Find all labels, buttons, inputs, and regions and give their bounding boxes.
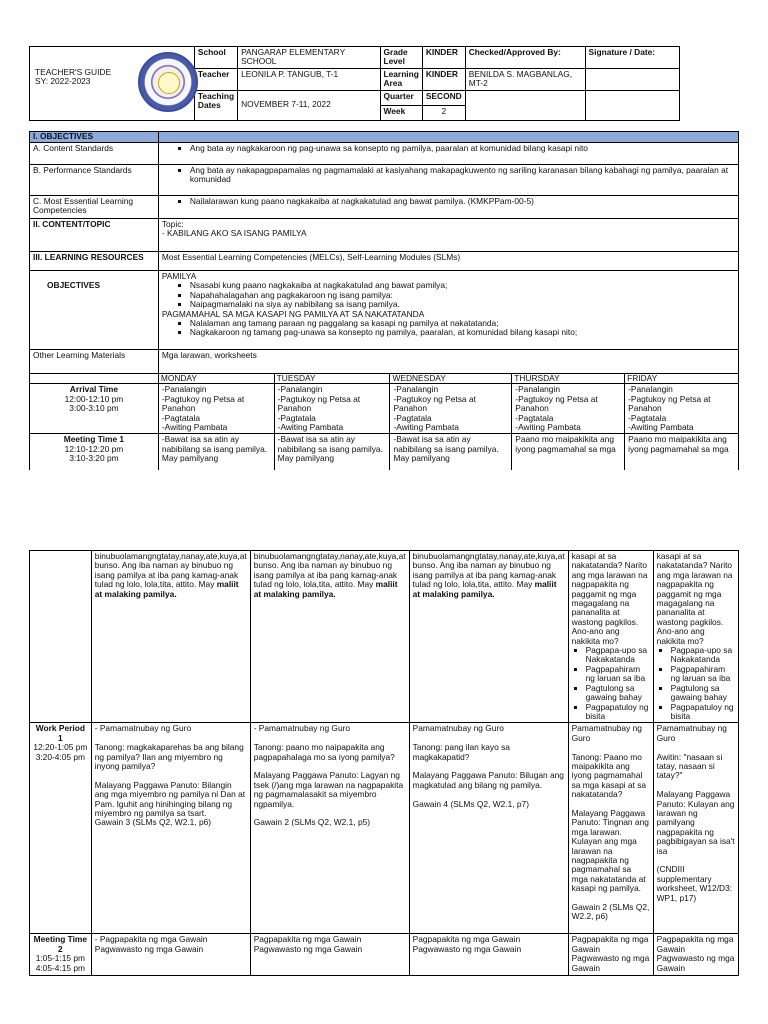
other-materials-value: Mga larawan, worksheets bbox=[158, 350, 738, 374]
melc-value: ▪ Nailalarawan kung paano nagkakaiba at nagkakatulad ang bawat pamilya. (KMKPPam-00-5) bbox=[190, 197, 735, 206]
objectives-group2-item: ▪ Nagkakaroon ng tamang pag-unawa sa konsepto ng pamilya, paaralan, at komunidad bilang kasapi nito; bbox=[190, 328, 735, 337]
arrival-time-1: 12:00-12:10 pm bbox=[64, 393, 124, 404]
arrival-wednesday: -Panalangin -Pagtukoy ng Petsa at Panahon -Pagtatala -Awiting Pambata bbox=[390, 384, 512, 434]
objectives-group2-title: PAGMAMAHAL SA MGA KASAPI NG PAMILYA AT SA NAKATATANDA bbox=[161, 308, 425, 319]
list-item: ▪ Pagpapatuloy ng bisita bbox=[586, 703, 650, 722]
meeting1-cont-wednesday: binubuolamangngtatay,nanay,ate,kuya,at bunso. Ang iba naman ay binubuo ng isang pamilya at iba pang kamag-anak tulad ng lolo, lola,tita, attito. May maliit at malaking pamilya. bbox=[409, 551, 568, 723]
quarter-value: SECOND bbox=[422, 90, 465, 105]
objectives-group1-item: ▪ Naipagmamalaki na siya ay nabibilang sa isang pamilya. bbox=[190, 300, 735, 309]
week-value: 2 bbox=[422, 105, 465, 120]
meeting1-title: Meeting Time 1 bbox=[63, 434, 125, 445]
topic-value: - KABILANG AKO SA ISANG PAMILYA bbox=[161, 228, 307, 239]
meeting2-time-1: 1:05-1:15 pm bbox=[35, 953, 86, 964]
arrival-label-cell bbox=[30, 384, 159, 434]
teacher-label: Teacher bbox=[194, 68, 237, 90]
melc-cell bbox=[158, 196, 738, 219]
signature-empty bbox=[585, 90, 679, 120]
week-label: Week bbox=[380, 105, 422, 120]
objectives-detail-cell bbox=[158, 271, 738, 350]
objectives-group1-title: PAMILYA bbox=[161, 271, 197, 281]
header-table bbox=[29, 46, 680, 121]
meeting2-title: Meeting Time 2 bbox=[33, 934, 88, 954]
day-header-thursday: THURSDAY bbox=[512, 374, 625, 384]
other-materials-label: Other Learning Materials bbox=[30, 350, 159, 374]
work-wednesday: Pamamatnubay ng Guro Tanong: pang ilan kayo sa magkakapatid? Malayang Paggawa Panuto: Bilugan ang magkatulad ang bilang ng pamilya. Gawain 4 (SLMs Q2, W2.1, p7) bbox=[409, 723, 568, 934]
content-topic-cell bbox=[158, 219, 738, 252]
meeting1-cont-monday: binubuolamangngtatay,nanay,ate,kuya,at bunso. Ang iba naman ay binubuo ng isang pamilya at iba pang kamag-anak tulad ng lolo, lola,tita, attito. May maliit at malaking pamilya. bbox=[91, 551, 250, 723]
topic-label: Topic: bbox=[161, 219, 184, 229]
meeting2-tuesday: Pagpapakita ng mga Gawain Pagwawasto ng mga Gawain bbox=[250, 934, 409, 976]
arrival-tuesday: -Panalangin -Pagtukoy ng Petsa at Panahon -Pagtatala -Awiting Pambata bbox=[274, 384, 390, 434]
school-label: School bbox=[194, 47, 237, 69]
meeting2-time-2: 4:05-4:15 pm bbox=[35, 962, 86, 973]
resources-label: III. LEARNING RESOURCES bbox=[30, 252, 159, 271]
arrival-time-2: 3:00-3:10 pm bbox=[69, 403, 119, 414]
performance-standards-label: B. Performance Standards bbox=[30, 165, 159, 196]
content-standards-value: ▪ Ang bata ay nagkakaroon ng pag-unawa sa konsepto ng pamilya, paaralan at komunidad bilang kasapi nito bbox=[190, 144, 735, 153]
meeting1-label-cell bbox=[30, 434, 159, 470]
list-item: ▪ Pagtulong sa gawaing bahay bbox=[671, 684, 735, 703]
checked-label: Checked/Approved By: bbox=[465, 47, 585, 69]
grade-label: Grade Level bbox=[380, 47, 422, 69]
checked-value: BENILDA S. MAGBANLAG, MT-2 bbox=[465, 68, 585, 90]
checked-empty bbox=[465, 90, 585, 120]
day-header-tuesday: TUESDAY bbox=[274, 374, 390, 384]
objectives-heading: I. OBJECTIVES bbox=[30, 132, 159, 143]
deped-seal-icon bbox=[138, 52, 198, 112]
arrival-title: Arrival Time bbox=[69, 384, 119, 395]
dates-value: NOVEMBER 7-11, 2022 bbox=[238, 90, 380, 120]
lesson-plan-table bbox=[29, 131, 739, 470]
meeting1-friday: Paano mo maipakikita ang iyong pagmamahal sa mga bbox=[625, 434, 739, 470]
arrival-thursday: -Panalangin -Pagtukoy ng Petsa at Panahon -Pagtatala -Awiting Pambata bbox=[512, 384, 625, 434]
work-period-time-2: 3:20-4:05 pm bbox=[35, 751, 86, 762]
meeting2-monday: - Pagpapakita ng mga Gawain Pagwawasto ng mga Gawain bbox=[91, 934, 250, 976]
school-year: SY: 2022-2023 bbox=[35, 76, 91, 87]
signature-value bbox=[585, 68, 679, 90]
melc-label: C. Most Essential Learning Competencies bbox=[30, 196, 159, 219]
objectives-group1-item: ▪ Napahahalagahan ang pagkakaroon ng isang pamilya: bbox=[190, 291, 735, 300]
content-standards-label: A. Content Standards bbox=[30, 143, 159, 165]
meeting1-thursday: Paano mo maipakikita ang iyong pagmamahal sa mga bbox=[512, 434, 625, 470]
meeting1-monday: -Bawat isa sa atin ay nabibilang sa isang pamilya. May pamilyang bbox=[158, 434, 274, 470]
objectives-group2-item: ▪ Nalalaman ang tamang paraan ng paggalang sa kasapi ng pamilya at nakatatanda; bbox=[190, 319, 735, 328]
signature-label: Signature / Date: bbox=[585, 47, 679, 69]
days-corner bbox=[30, 374, 159, 384]
day-header-monday: MONDAY bbox=[158, 374, 274, 384]
arrival-friday: -Panalangin -Pagtukoy ng Petsa at Panahon -Pagtatala -Awiting Pambata bbox=[625, 384, 739, 434]
list-item: ▪ Pagpapa-upo sa Nakakatanda bbox=[671, 646, 735, 665]
resources-value: Most Essential Learning Competencies (MELCs), Self-Learning Modules (SLMs) bbox=[158, 252, 738, 271]
performance-standards-cell bbox=[158, 165, 738, 196]
content-standards-cell bbox=[158, 143, 738, 165]
school-value: PANGARAP ELEMENTARY SCHOOL bbox=[238, 47, 380, 69]
quarter-label: Quarter bbox=[380, 90, 422, 105]
meeting1-cont-thursday: kasapi at sa nakatatanda? Narito ang mga larawan na nagpapakita ng paggamit ng mga magagalang na pananalita at wastong pagkilos. Ano-ano ang nakikita mo? ▪ Pagpapa-upo sa Nakakatanda ▪ Pagpapahiram ng laruan sa iba ▪ Pagtulong sa gawaing bahay ▪ Pagpapatuloy ng bisita bbox=[568, 551, 653, 723]
work-tuesday: - Pamamatnubay ng Guro Tanong: paano mo naipapakita ang pagpapahalaga mo sa iyong pamilya? Malayang Paggawa Panuto: Lagyan ng tsek (/)ang mga larawan na nagpapakita ng pagmamalasakit sa miyembro ngpamilya. Gawain 2 (SLMs Q2, W2.1, p5) bbox=[250, 723, 409, 934]
dates-label: Teaching Dates bbox=[194, 90, 237, 120]
area-label: Learning Area bbox=[380, 68, 422, 90]
meeting2-friday: Pagpapakita ng mga Gawain Pagwawasto ng mga Gawain bbox=[653, 934, 738, 976]
meeting1-time-1: 12:10-12:20 pm bbox=[64, 443, 124, 454]
list-item: ▪ Pagpapahiram ng laruan sa iba bbox=[671, 665, 735, 684]
meeting1-tuesday: -Bawat isa sa atin ay nabibilang sa isang pamilya. May pamilyang bbox=[274, 434, 390, 470]
work-period-title: Work Period 1 bbox=[35, 723, 85, 743]
objectives-heading-fill bbox=[158, 132, 738, 143]
arrival-monday: -Panalangin -Pagtukoy ng Petsa at Panahon -Pagtatala -Awiting Pambata bbox=[158, 384, 274, 434]
objectives-group1-item: ▪ Nsasabi kung paano nagkakaiba at nagkakatulad ang bawat pamilya; bbox=[190, 281, 735, 290]
list-item: ▪ Pagtulong sa gawaing bahay bbox=[586, 684, 650, 703]
grade-value: KINDER bbox=[422, 47, 465, 69]
meeting1-cont-friday: kasapi at sa nakatatanda? Narito ang mga larawan na nagpapakita ng paggamit ng mga magagalang na pananalita at wastong pagkilos. Ano-ano ang nakikita mo? ▪ Pagpapa-upo sa Nakakatanda ▪ Pagpapahiram ng laruan sa iba ▪ Pagtulong sa gawaing bahay ▪ Pagpapatuloy ng bisita bbox=[653, 551, 738, 723]
day-header-friday: FRIDAY bbox=[625, 374, 739, 384]
meeting2-label-cell bbox=[30, 934, 92, 976]
list-item: ▪ Pagpapahiram ng laruan sa iba bbox=[586, 665, 650, 684]
teacher-value: LEONILA P. TANGUB, T-1 bbox=[238, 68, 380, 90]
work-period-label-cell bbox=[30, 723, 92, 934]
meeting1-cont-label bbox=[30, 551, 92, 723]
lesson-plan-table-continued bbox=[29, 550, 739, 976]
guide-title: TEACHER'S GUIDE bbox=[35, 67, 112, 77]
meeting2-thursday: Pagpapakita ng mga Gawain Pagwawasto ng mga Gawain bbox=[568, 934, 653, 976]
objectives-detail-label: OBJECTIVES bbox=[30, 271, 159, 350]
performance-standards-value: ▪ Ang bata ay nakapagpapamalas ng pagmamalaki at kasiyahang makapagkuwento ng sariling karanasan bilang kabahagi ng pamilya, paaralan at komunidad bbox=[190, 166, 735, 185]
list-item: ▪ Pagpapatuloy ng bisita bbox=[671, 703, 735, 722]
work-thursday: Pamamatnubay ng Guro Tanong: Paano mo maipakikita ang iyong pagmamahal sa mga kasapi at sa nakatatanda? Malayang Paggawa Panuto: Tingnan ang mga larawan. Kulayan ang mga larawan na nagpapakita ng pagmamahal sa mga nakatatanda at kasapi ng pamilya. Gawain 2 (SLMs Q2, W2.2, p6) bbox=[568, 723, 653, 934]
work-friday: Pamamatnubay ng Guro Awitin: "nasaan si tatay, nasaan si tatay?" Malayang Paggawa Panuto: Kulayan ang larawan ng pamilyang nagpapakita ng pagbibigayan sa isa't isa (CNDIII supplementary worksheet, W12/D3: WP1, p17) bbox=[653, 723, 738, 934]
area-value: KINDER bbox=[422, 68, 465, 90]
work-monday: - Pamamatnubay ng Guro Tanong: magkakaparehas ba ang bilang ng pamilya? Ilan ang miyembro ng inyong pamilya? Malayang Paggawa Panuto: Bilangin ang mga miyembro ng pamilya ni Dan at Pam. Iguhit ang hinihinging bilang ng miyembro ng pamilya sa tsart. Gawain 3 (SLMs Q2, W2.1, p6) bbox=[91, 723, 250, 934]
meeting1-cont-tuesday: binubuolamangngtatay,nanay,ate,kuya,at bunso. Ang iba naman ay binubuo ng isang pamilya at iba pang kamag-anak tulad ng lolo, lola,tita, attito. May maliit at malaking pamilya. bbox=[250, 551, 409, 723]
content-topic-label: II. CONTENT/TOPIC bbox=[30, 219, 159, 252]
meeting1-time-2: 3:10-3:20 pm bbox=[69, 453, 119, 464]
list-item: ▪ Pagpapa-upo sa Nakakatanda bbox=[586, 646, 650, 665]
day-header-wednesday: WEDNESDAY bbox=[390, 374, 512, 384]
meeting1-wednesday: -Bawat isa sa atin ay nabibilang sa isang pamilya. May pamilyang bbox=[390, 434, 512, 470]
meeting2-wednesday: Pagpapakita ng mga Gawain Pagwawasto ng mga Gawain bbox=[409, 934, 568, 976]
work-period-time-1: 12:20-1:05 pm bbox=[33, 742, 88, 753]
